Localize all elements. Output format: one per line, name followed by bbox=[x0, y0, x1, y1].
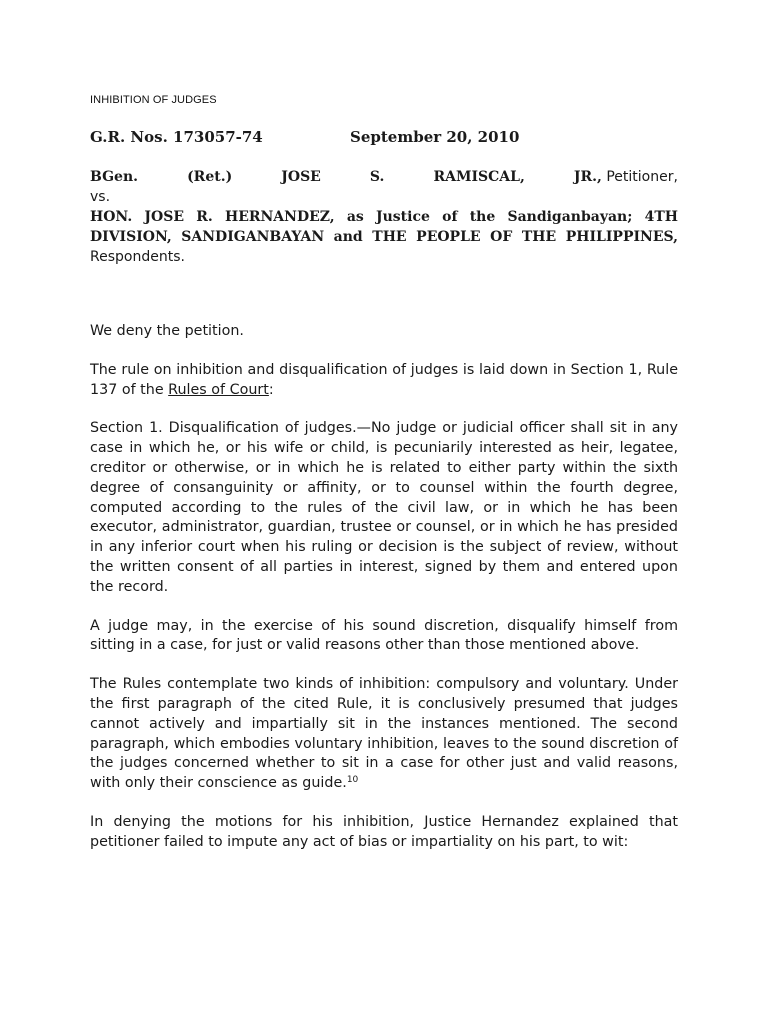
decision-date: September 20, 2010 bbox=[350, 128, 520, 146]
versus-label: vs. bbox=[90, 189, 111, 205]
quoted-section: Section 1. Disqualification of judges.—No judge or judicial officer shall sit in any case in which he, or his wife or child, is pecuniarily interested as heir, legatee, creditor or otherwise, or in which he is related to either party within the sixth degree of consanguinity or affinity, or to counsel within the fourth degree, computed according to the rules of the civil law, or in which he has been executor, administrator, guardian, trustee or counsel, or in which he has presided in any inferior court when his ruling or decision is the subject of review, without the written consent of all parties in interest, signed by them and entered upon the record. bbox=[90, 420, 678, 595]
paragraph bbox=[90, 361, 678, 401]
respondents-names: HON. JOSE R. HERNANDEZ, as Justice of the Sandiganbayan; 4TH DIVISION, SANDIGANBAYAN and THE PEOPLE OF THE PHILIPPINES, bbox=[90, 209, 678, 245]
paragraph-text: The Rules contemplate two kinds of inhibition: compulsory and voluntary. Under the first paragraph of the cited Rule, it is conclusively presumed that judges cannot actively and impartially sit in the instances mentioned. The second paragraph, which embodies voluntary inhibition, leaves to the sound discretion of the judges concerned whether to sit in a case for other just and valid reasons, with only their conscience as guide. bbox=[90, 676, 678, 792]
case-header bbox=[90, 128, 678, 146]
petitioner-word: JR., bbox=[573, 169, 602, 185]
petitioner-word: JOSE bbox=[281, 169, 321, 185]
case-parties bbox=[90, 167, 678, 267]
paragraph bbox=[90, 675, 678, 794]
paragraph-text: The rule on inhibition and disqualification of judges is laid down in Section 1, Rule 137 of the bbox=[90, 361, 678, 398]
petitioner-role: Petitioner, bbox=[606, 169, 678, 185]
gr-number: G.R. Nos. 173057-74 bbox=[90, 128, 263, 146]
paragraph: In denying the motions for his inhibition, Justice Hernandez explained that petitioner failed to impute any act of bias or impartiality on his part, to wit: bbox=[90, 813, 678, 850]
petitioner-word: RAMISCAL, bbox=[433, 169, 525, 185]
paragraph: A judge may, in the exercise of his sound discretion, disqualify himself from sitting in a case, for just or valid reasons other than those mentioned above. bbox=[90, 617, 678, 654]
petitioner-word: (Ret.) bbox=[187, 169, 233, 185]
paragraph: We deny the petition. bbox=[90, 323, 244, 339]
petitioner-word: S. bbox=[369, 169, 385, 185]
petitioner-word: BGen. bbox=[90, 169, 139, 185]
respondents-role: Respondents. bbox=[90, 249, 185, 265]
decision-body bbox=[90, 322, 678, 872]
footnote-ref[interactable]: 10 bbox=[346, 775, 359, 786]
rules-of-court-link[interactable]: Rules of Court bbox=[168, 381, 269, 398]
petitioner-suffix bbox=[574, 167, 678, 187]
petitioner-line bbox=[90, 167, 678, 187]
respondents-block bbox=[90, 207, 678, 267]
topic-heading: INHIBITION OF JUDGES bbox=[90, 94, 217, 106]
paragraph-punct: : bbox=[268, 381, 274, 398]
